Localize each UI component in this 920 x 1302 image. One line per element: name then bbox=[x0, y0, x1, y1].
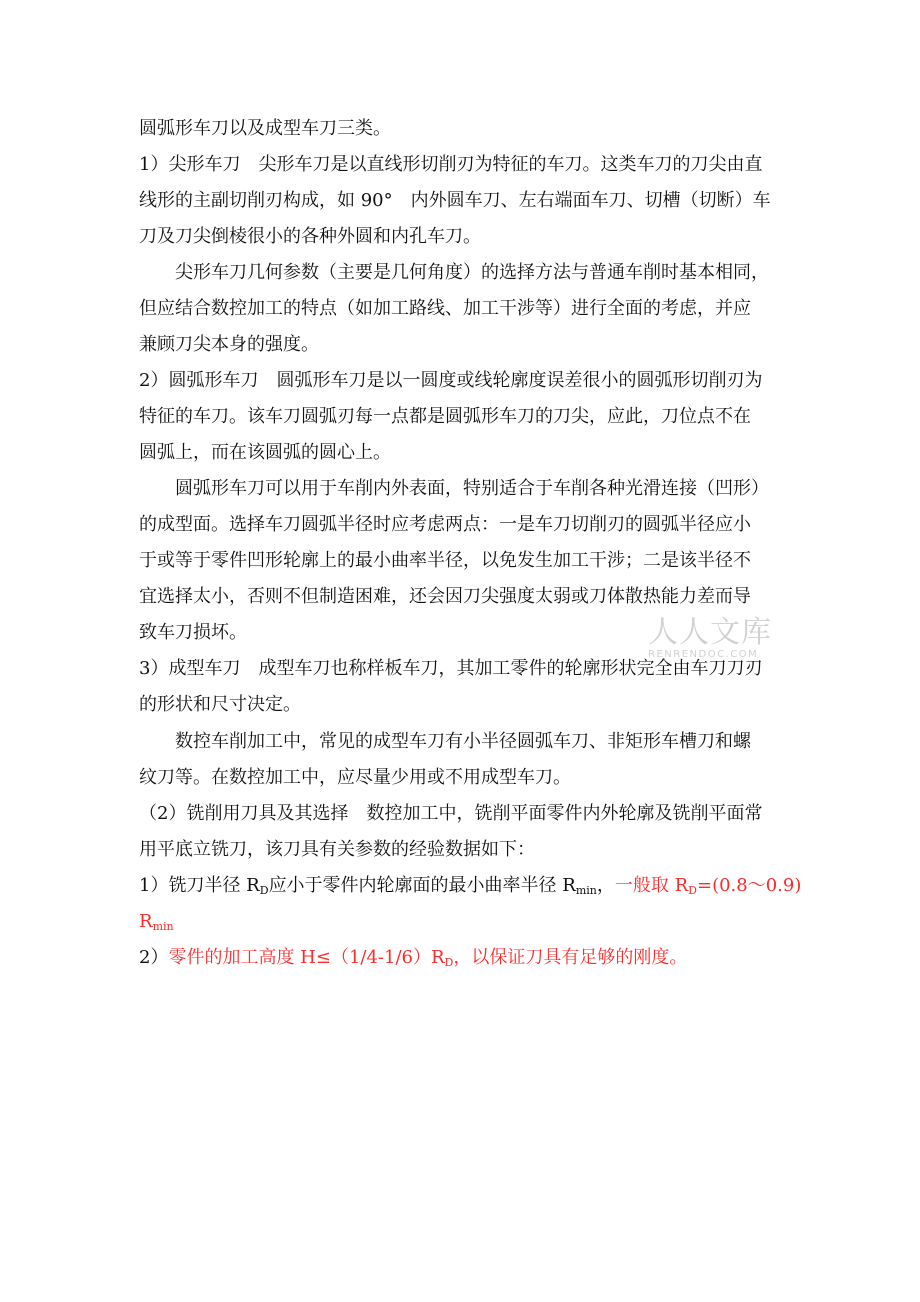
text-line: 圆弧上，而在该圆弧的圆心上。 bbox=[139, 442, 391, 463]
highlighted-text: 一般取 R bbox=[614, 875, 689, 896]
item-1-continuation bbox=[139, 910, 174, 934]
text-line: 纹刀等。在数控加工中，应尽量少用或不用成型车刀。 bbox=[139, 767, 571, 788]
item-1-text: 1）铣刀半径 R bbox=[139, 875, 260, 896]
text-line: 1）尖形车刀 尖形车刀是以直线形切削刃为特征的车刀。这类车刀的刀尖由直 bbox=[139, 154, 763, 175]
text-line: 但应结合数控加工的特点（如加工路线、加工干涉等）进行全面的考虑，并应 bbox=[139, 298, 751, 319]
subscript: D bbox=[688, 884, 697, 897]
text-line: 致车刀损坏。 bbox=[139, 622, 247, 643]
text-line: 线形的主副切削刃构成，如 90° 内外圆车刀、左右端面车刀、切槽（切断）车 bbox=[139, 190, 771, 211]
text-line: 数控车削加工中，常见的成型车刀有小半径圆弧车刀、非矩形车槽刀和螺 bbox=[175, 731, 751, 752]
text-line: 于或等于零件凹形轮廓上的最小曲率半径，以免发生加工干涉；二是该半径不 bbox=[139, 550, 751, 571]
text-line: 的形状和尺寸决定。 bbox=[139, 694, 301, 715]
text-line: 尖形车刀几何参数（主要是几何角度）的选择方法与普通车削时基本相同， bbox=[175, 262, 769, 283]
subscript: D bbox=[444, 956, 454, 969]
text-line: 兼顾刀尖本身的强度。 bbox=[139, 334, 319, 355]
text-line: 的成型面。选择车刀圆弧半径时应考虑两点：一是车刀切削刃的圆弧半径应小 bbox=[139, 514, 751, 535]
subscript: min bbox=[575, 884, 597, 897]
text-line: 特征的车刀。该车刀圆弧刃每一点都是圆弧形车刀的刀尖，应此，刀位点不在 bbox=[139, 406, 751, 427]
highlighted-text: =(0.8～0.9) bbox=[697, 875, 802, 896]
watermark-english: RENRENDOC.COM bbox=[648, 649, 759, 660]
text-line: 圆弧形车刀以及成型车刀三类。 bbox=[139, 118, 391, 139]
highlighted-text: 零件的加工高度 H≤（1/4-1/6）R bbox=[168, 947, 445, 968]
text-line: 刀及刀尖倒棱很小的各种外圆和内孔车刀。 bbox=[139, 226, 481, 247]
item-1-text: ， bbox=[596, 875, 615, 896]
subscript: min bbox=[152, 920, 174, 933]
subscript: D bbox=[259, 884, 269, 897]
text-line: （2）铣削用刀具及其选择 数控加工中，铣削平面零件内外轮廓及铣削平面常 bbox=[139, 803, 763, 824]
text-line: 2）圆弧形车刀 圆弧形车刀是以一圆度或线轮廓度误差很小的圆弧形切削刃为 bbox=[139, 370, 763, 391]
text-line: 用平底立铣刀，该刀具有关参数的经验数据如下： bbox=[139, 839, 535, 860]
text-line: 宜选择太小，否则不但制造困难，还会因刀尖强度太弱或刀体散热能力差而导 bbox=[139, 586, 751, 607]
text-line: 3）成型车刀 成型车刀也称样板车刀，其加工零件的轮廓形状完全由车刀刀刃 bbox=[139, 658, 763, 679]
item-2-text: 2） bbox=[139, 947, 169, 968]
item-2-line bbox=[139, 946, 687, 970]
highlighted-text: R bbox=[139, 911, 153, 932]
watermark-chinese: 人人文库 bbox=[648, 615, 772, 650]
item-1-text: 应小于零件内轮廓面的最小曲率半径 R bbox=[268, 875, 576, 896]
highlighted-text: ，以保证刀具有足够的刚度。 bbox=[453, 947, 688, 968]
text-line: 圆弧形车刀可以用于车削内外表面，特别适合于车削各种光滑连接（凹形） bbox=[175, 478, 769, 499]
item-1-line bbox=[139, 874, 801, 898]
